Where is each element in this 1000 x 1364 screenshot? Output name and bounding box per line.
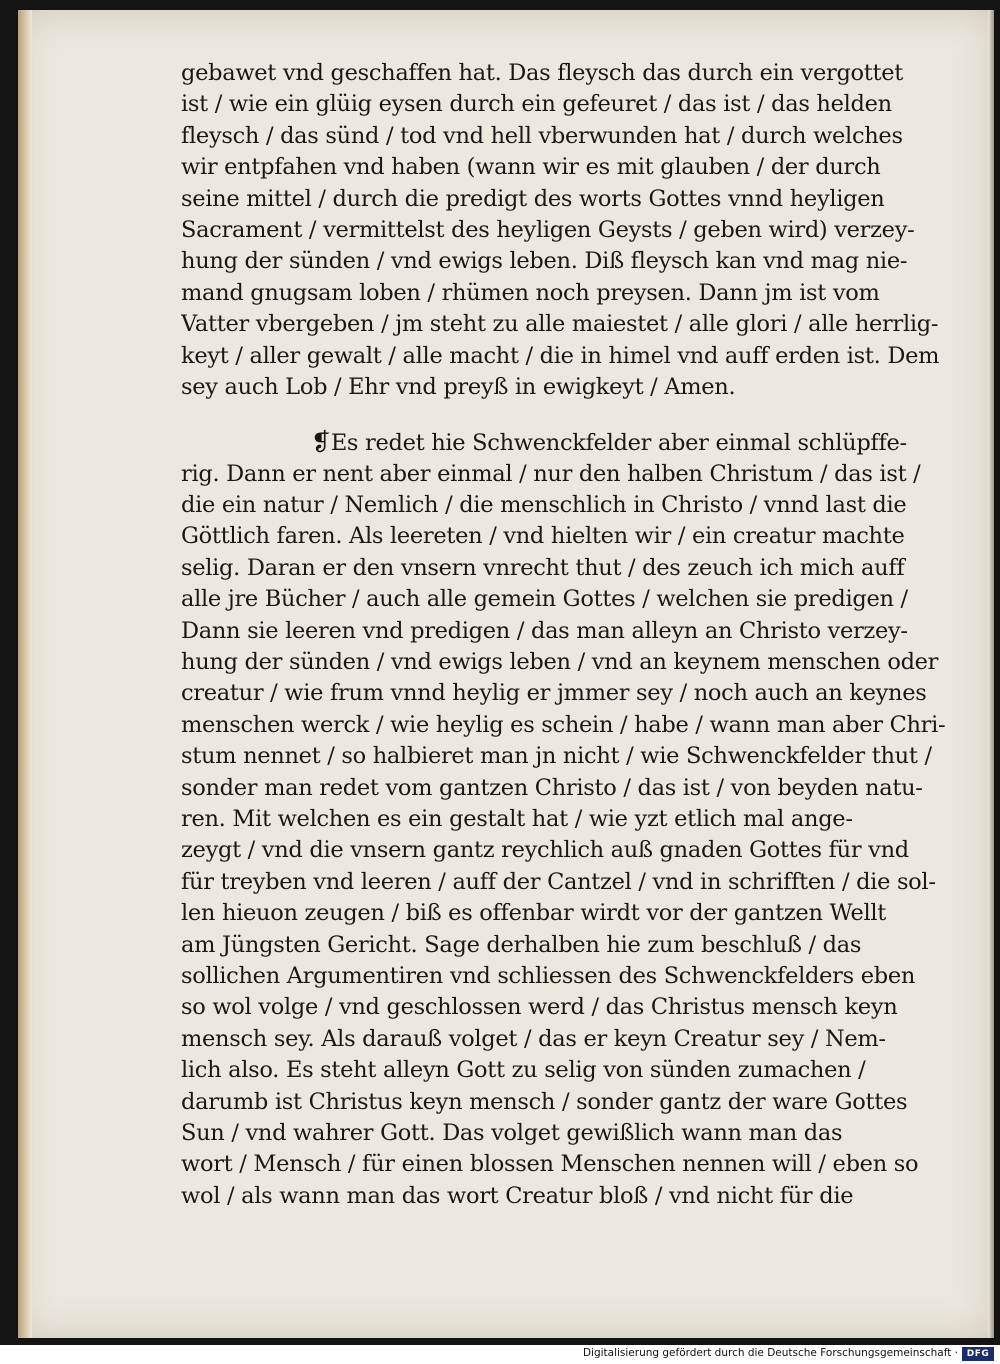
pilcrow-mark: ❡ — [311, 428, 331, 457]
text-line: mand gnugsam loben / rhümen noch preysen. Dann jm ist vom — [181, 279, 880, 306]
footer-bar — [0, 1345, 1000, 1364]
text-line: seine mittel / durch die predigt des worts Gottes vnnd heyligen — [181, 185, 885, 212]
page-gutter-edge — [18, 10, 32, 1338]
text-line: so wol volge / vnd geschlossen werd / das Christus mensch keyn — [181, 994, 898, 1021]
text-line: ren. Mit welchen es ein gestalt hat / wie yzt etlich mal ange- — [181, 805, 853, 832]
text-line: Sacrament / vermittelst des heyligen Geysts / geben wird) verzey- — [181, 216, 915, 243]
book-page — [18, 10, 994, 1338]
text-line: ist / wie ein glüig eysen durch ein gefeuret / das ist / das helden — [181, 91, 892, 118]
text-line-first — [181, 427, 981, 458]
dfg-logo: DFG — [962, 1347, 994, 1361]
paragraph-2 — [181, 427, 981, 1212]
text-line: für treyben vnd leeren / auff der Cantzel / vnd in schrifften / die sol- — [181, 868, 936, 895]
first-line-text: Es redet hie Schwenckfelder aber einmal schlüpffe- — [330, 430, 907, 457]
text-line: alle jre Bücher / auch alle gemein Gottes / welchen sie predigen / — [181, 586, 908, 613]
paragraph-1 — [181, 58, 981, 403]
paragraph-gap — [181, 403, 981, 427]
text-line: wol / als wann man das wort Creatur bloß / vnd nicht für die — [181, 1182, 854, 1209]
text-line: Sun / vnd wahrer Gott. Das volget gewißlich wann man das — [181, 1119, 843, 1146]
text-line: hung der sünden / vnd ewigs leben / vnd an keynem menschen oder — [181, 649, 939, 676]
text-line: sey auch Lob / Ehr vnd preyß in ewigkeyt / Amen. — [181, 373, 736, 400]
text-line: gebawet vnd geschaffen hat. Das fleysch das durch ein vergottet — [181, 60, 904, 86]
text-line: len hieuon zeugen / biß es offenbar wirdt vor der gantzen Wellt — [181, 900, 887, 927]
page-right-edge — [988, 10, 994, 1338]
text-line: am Jüngsten Gericht. Sage derhalben hie zum beschluß / das — [181, 931, 862, 958]
text-line: sollichen Argumentiren vnd schliessen des Schwenckfelders eben — [181, 962, 916, 989]
text-line: darumb ist Christus keyn mensch / sonder gantz der ware Gottes — [181, 1088, 908, 1115]
text-line: wort / Mensch / für einen blossen Menschen nennen will / eben so — [181, 1151, 919, 1178]
text-line: creatur / wie frum vnnd heylig er jmmer sey / noch auch an keynes — [181, 680, 927, 707]
text-line: fleysch / das sünd / tod vnd hell vberwunden hat / durch welches — [181, 122, 903, 149]
text-line: stum nennet / so halbieret man jn nicht / wie Schwenckfelder thut / — [181, 743, 932, 770]
text-line: zeygt / vnd die vnsern gantz reychlich auß gnaden Gottes für vnd — [181, 837, 909, 864]
text-line: selig. Daran er den vnsern vnrecht thut / des zeuch ich mich auff — [181, 554, 905, 581]
text-line: hung der sünden / vnd ewigs leben. Diß fleysch kan vnd mag nie- — [181, 248, 908, 275]
text-line: menschen werck / wie heylig es schein / habe / wann man aber Chri- — [181, 711, 946, 738]
text-line: wir entpfahen vnd haben (wann wir es mit glauben / der durch — [181, 154, 881, 181]
text-line: keyt / aller gewalt / alle macht / die in himel vnd auff erden ist. Dem — [181, 342, 940, 369]
text-line: lich also. Es steht alleyn Gott zu selig von sünden zumachen / — [181, 1057, 866, 1084]
text-line: rig. Dann er nent aber einmal / nur den halben Christum / das ist / — [181, 460, 921, 487]
text-line: Vatter vbergeben / jm steht zu alle maiestet / alle glori / alle herrlig- — [181, 311, 939, 338]
text-line: mensch sey. Als darauß volget / das er keyn Creatur sey / Nem- — [181, 1025, 886, 1052]
text-line: sonder man redet vom gantzen Christo / das ist / von beyden natu- — [181, 774, 923, 801]
text-line: Göttlich faren. Als leereten / vnd hielten wir / ein creatur machte — [181, 523, 905, 550]
text-line: die ein natur / Nemlich / die menschlich in Christo / vnnd last die — [181, 492, 907, 519]
funding-notice: Digitalisierung gefördert durch die Deutsche Forschungsgemeinschaft · — [582, 1347, 958, 1359]
text-line: Dann sie leeren vnd predigen / das man alleyn an Christo verzey- — [181, 617, 908, 644]
page-text — [181, 58, 981, 1212]
